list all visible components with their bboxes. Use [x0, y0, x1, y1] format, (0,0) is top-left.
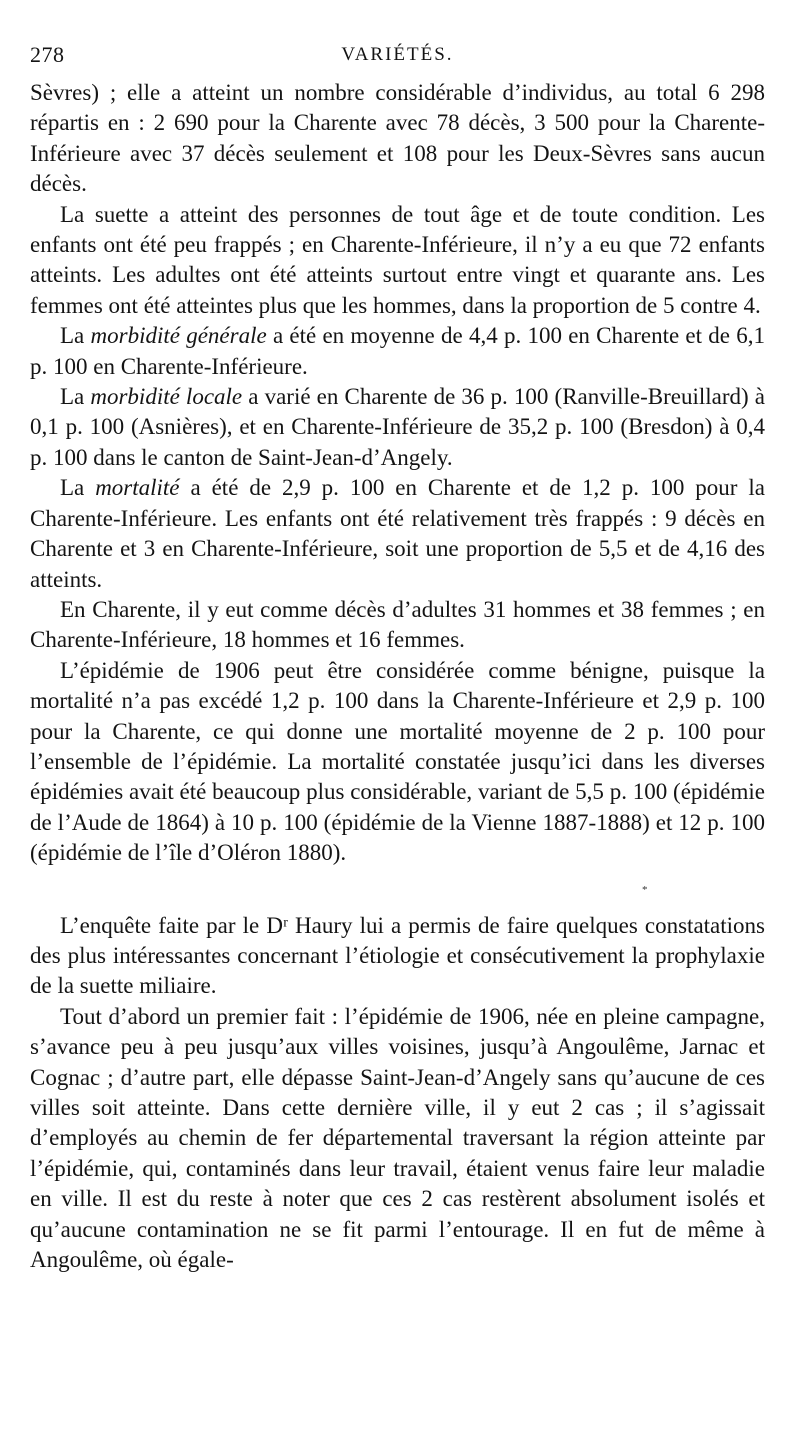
- document-page: [30, 34, 765, 1275]
- paragraph-text: a varié en Charente de 36 p. 100 (Ranville-Breuillard) à 0,1 p. 100 (Asnières), et en Charente-Inférieure de 35,2 p. 100 (Bresdon) à 0,4 p. 100 dans le canton de Saint-Jean-d’Angely.: [30, 384, 766, 470]
- paragraph: En Charente, il y eut comme décès d’adultes 31 hommes et 38 femmes ; en Charente-Inférieure, 18 hommes et 16 femmes.: [30, 596, 765, 653]
- page-number: 278: [30, 42, 65, 67]
- paragraph-text: La: [60, 475, 96, 501]
- paragraph: L’épidémie de 1906 peut être considérée comme bénigne, puisque la mortalité n’a pas excédé 1,2 p. 100 dans la Charente-Inférieure et 2,9 p. 100 pour la Charente, ce qui donne une mortalité moyenne de 2 p. 100 pour l’ensemble de l’épidémie. La mortalité constatée jusqu’ici dans les diverses épidémies avait été beaucoup plus considérable, variant de 5,5 p. 100 (épidémie de l’Aude de 1864) à 10 p. 100 (épidémie de la Vienne 1887-1888) et 12 p. 100 (épidémie de l’île d’Oléron 1880).: [30, 657, 765, 866]
- paragraph-text: La: [60, 323, 91, 349]
- paragraph: [30, 473, 765, 595]
- paragraph: [30, 321, 765, 382]
- paragraph-text: La: [60, 384, 91, 410]
- section-separator: [30, 869, 765, 911]
- paragraph: L’enquête faite par le Dʳ Haury lui a permis de faire quelques constatations des plus intéressantes concernant l’étiologie et consécutivement la prophylaxie de la suette miliaire.: [30, 912, 765, 999]
- paragraph-text: a été de 2,9 p. 100 en Charente et de 1,2 p. 100 pour la Charente-Inférieure. Les enfants ont été relativement très frappés : 9 décès en Charente et 3 en Charente-Inférieure, soit une proportion de 5,5 et de 4,16 des atteints.: [30, 475, 765, 592]
- body-text: [30, 78, 765, 1275]
- paragraph: [30, 382, 765, 473]
- italic-term: morbidité générale: [90, 323, 267, 349]
- separator-ornament: *: [642, 883, 648, 896]
- running-header: [30, 34, 765, 78]
- running-title: VARIÉTÉS.: [341, 44, 454, 65]
- paragraph-text: a été en moyenne de 4,4 p. 100 en Charente et de 6,1 p. 100 en Charente-Inférieure.: [30, 323, 765, 379]
- paragraph: Tout d’abord un premier fait : l’épidémie de 1906, née en pleine campagne, s’avance peu à peu jusqu’aux villes voisines, jusqu’à Angoulême, Jarnac et Cognac ; d’autre part, elle dépasse Saint-Jean-d’Angely sans qu’aucune de ces villes soit atteinte. Dans cette dernière ville, il y eut 2 cas ; il s’agissait d’employés au chemin de fer départemental traversant la région atteinte par l’épidémie, qui, contaminés dans leur travail, étaient venus faire leur maladie en ville. Il est du reste à noter que ces 2 cas restèrent absolument isolés et qu’aucune contamination ne se fit parmi l’entourage. Il en fut de même à Angoulême, où égale-: [30, 1003, 765, 1273]
- italic-term: mortalité: [95, 475, 180, 501]
- paragraph: La suette a atteint des personnes de tout âge et de toute condition. Les enfants ont été peu frappés ; en Charente-Inférieure, il n’y a eu que 72 enfants atteints. Les adultes ont été atteints surtout entre vingt et quarante ans. Les femmes ont été atteintes plus que les hommes, dans la proportion de 5 contre 4.: [30, 201, 765, 318]
- italic-term: morbidité locale: [90, 384, 243, 410]
- paragraph: Sèvres) ; elle a atteint un nombre considérable d’individus, au total 6 298 répartis en : 2 690 pour la Charente avec 78 décès, 3 500 pour la Charente-Inférieure avec 37 décès seulement et 108 pour les Deux-Sèvres sans aucun décès.: [30, 80, 765, 197]
